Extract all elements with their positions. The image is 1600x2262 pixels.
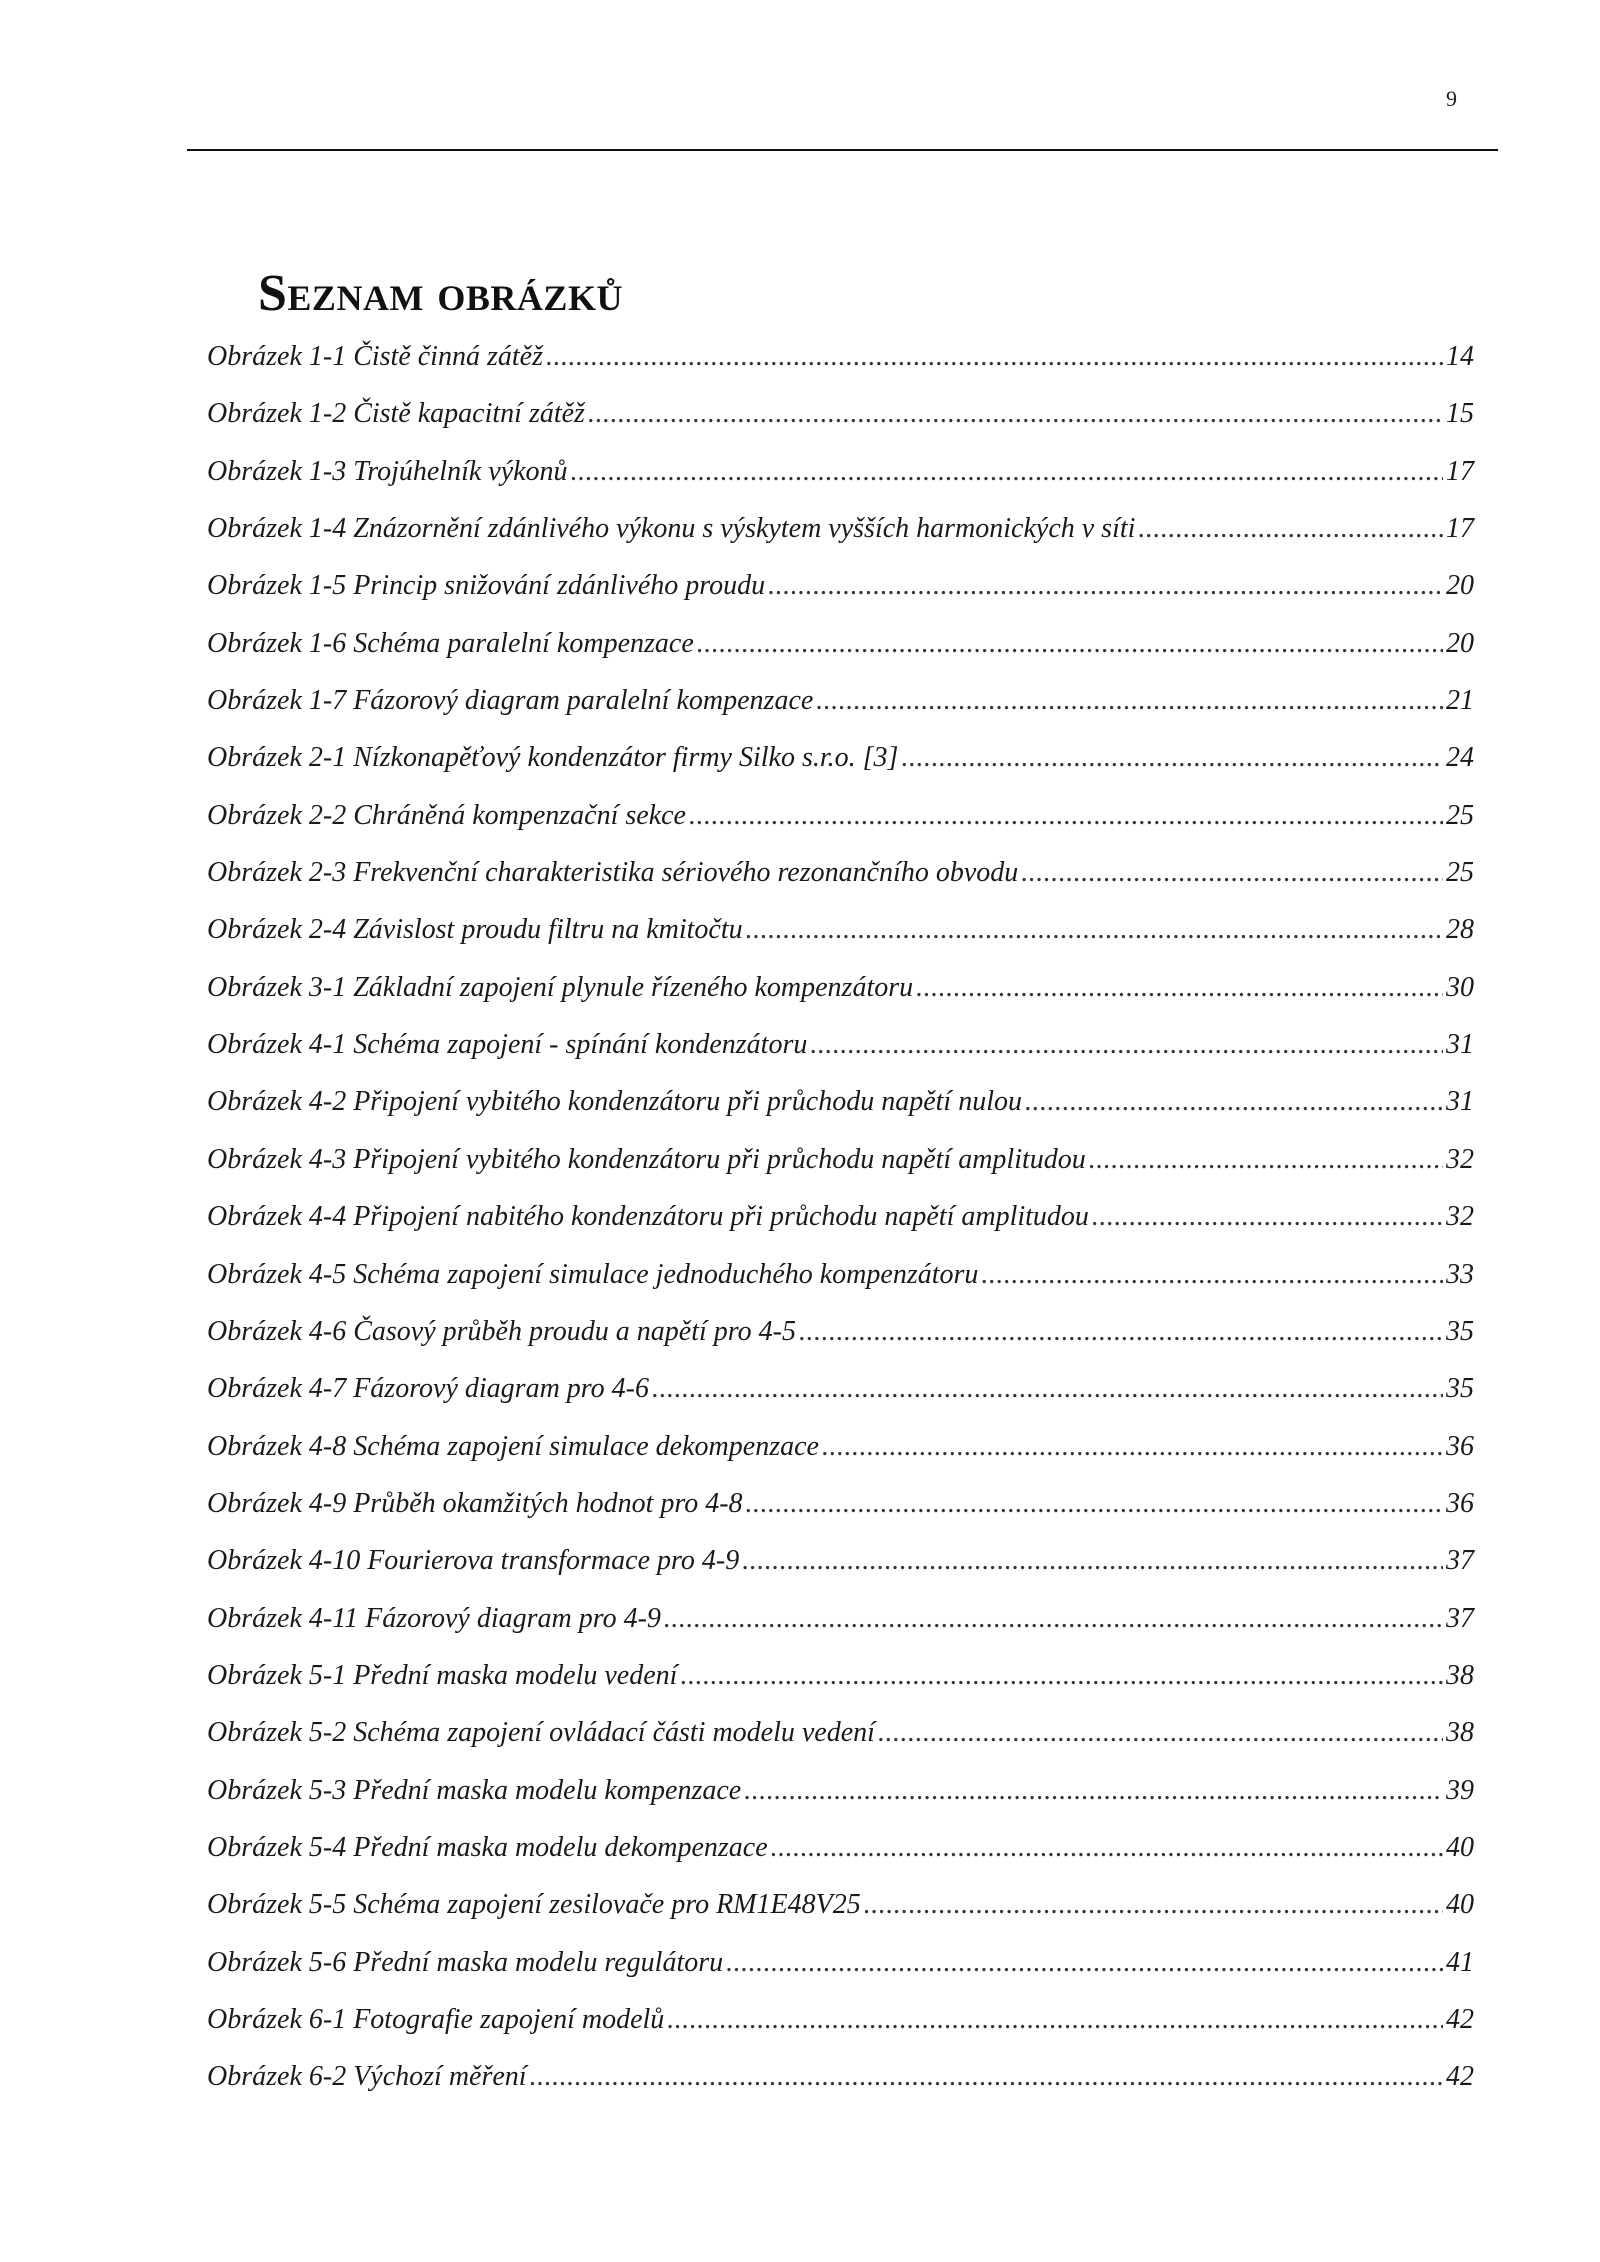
page-reference: 14 (1446, 341, 1474, 372)
figure-caption: Obrázek 1-7 Fázorový diagram paralelní kompenzace (207, 685, 814, 717)
figure-caption: Obrázek 2-2 Chráněná kompenzační sekce (207, 799, 686, 831)
toc-entry[interactable] (207, 2002, 1474, 2059)
toc-entry[interactable] (207, 1084, 1474, 1141)
toc-entry[interactable] (207, 396, 1474, 453)
page-reference: 15 (1446, 398, 1474, 430)
toc-entry[interactable] (207, 1945, 1474, 2002)
page-number: 9 (1446, 86, 1457, 111)
figure-caption: Obrázek 4-3 Připojení vybitého kondenzátoru při průchodu napětí amplitudou (207, 1143, 1086, 1175)
page-reference: 24 (1446, 742, 1474, 774)
toc-entry[interactable] (207, 1257, 1474, 1314)
dot-leader (571, 454, 1443, 490)
figure-caption: Obrázek 4-6 Časový průběh proudu a napětí pro 4-5 (207, 1315, 796, 1347)
page-reference: 40 (1446, 1831, 1474, 1863)
figure-caption: Obrázek 5-1 Přední maska modelu vedení (207, 1659, 678, 1691)
figure-caption: Obrázek 6-2 Výchozí měření (207, 2061, 527, 2093)
figure-caption: Obrázek 4-11 Fázorový diagram pro 4-9 (207, 1602, 661, 1634)
figure-caption: Obrázek 5-5 Schéma zapojení zesilovače pro RM1E48V25 (207, 1889, 861, 1921)
figure-caption: Obrázek 2-1 Nízkonapěťový kondenzátor firmy Silko s.r.o. [3] (207, 742, 899, 774)
toc-entry[interactable] (207, 912, 1474, 969)
dot-leader (1138, 511, 1443, 547)
toc-entry[interactable] (207, 1887, 1474, 1944)
figure-caption: Obrázek 5-6 Přední maska modelu regulátoru (207, 1946, 724, 1978)
dot-leader (810, 1027, 1443, 1063)
dot-leader (680, 1658, 1443, 1694)
page-reference: 42 (1446, 2003, 1474, 2035)
toc-entry[interactable] (207, 1830, 1474, 1887)
dot-leader (667, 2002, 1443, 2038)
page-reference: 32 (1446, 1201, 1474, 1233)
toc-entry[interactable] (207, 1199, 1474, 1256)
toc-entry[interactable] (207, 511, 1474, 568)
toc-entry[interactable] (207, 626, 1474, 683)
toc-entry[interactable] (207, 1658, 1474, 1715)
dot-leader (746, 1486, 1443, 1522)
toc-entry[interactable] (207, 1543, 1474, 1600)
toc-entry[interactable] (207, 970, 1474, 1027)
figure-caption: Obrázek 4-7 Fázorový diagram pro 4-6 (207, 1373, 649, 1405)
dot-leader (664, 1601, 1443, 1637)
page-reference: 20 (1446, 627, 1474, 659)
toc-entry[interactable] (207, 1773, 1474, 1830)
toc-entry[interactable] (207, 798, 1474, 855)
dot-leader (546, 339, 1443, 375)
toc-entry[interactable] (207, 1314, 1474, 1371)
toc-entry[interactable] (207, 740, 1474, 797)
page-reference: 35 (1446, 1373, 1474, 1405)
dot-leader (652, 1371, 1443, 1407)
figure-caption: Obrázek 4-9 Průběh okamžitých hodnot pro 4-8 (207, 1487, 743, 1519)
toc-entry[interactable] (207, 1142, 1474, 1199)
page-reference: 36 (1446, 1487, 1474, 1519)
page-reference: 36 (1446, 1430, 1474, 1462)
page-reference: 37 (1446, 1602, 1474, 1634)
page-reference: 33 (1446, 1258, 1474, 1290)
list-of-figures (207, 339, 1474, 2117)
page-reference: 32 (1446, 1143, 1474, 1175)
dot-leader (981, 1257, 1443, 1293)
dot-leader (864, 1887, 1443, 1923)
dot-leader (901, 740, 1443, 776)
dot-leader (822, 1429, 1443, 1465)
dot-leader (816, 683, 1443, 719)
figure-caption: Obrázek 1-5 Princip snižování zdánlivého proudu (207, 570, 766, 602)
page-reference: 38 (1446, 1659, 1474, 1691)
page-reference: 37 (1446, 1545, 1474, 1577)
page-reference: 42 (1446, 2061, 1474, 2093)
figure-caption: Obrázek 1-3 Trojúhelník výkonů (207, 455, 568, 487)
dot-leader (744, 1773, 1443, 1809)
page-reference: 40 (1446, 1889, 1474, 1921)
toc-entry[interactable] (207, 1601, 1474, 1658)
figure-caption: Obrázek 2-4 Závislost proudu filtru na kmitočtu (207, 914, 743, 946)
header-rule (187, 149, 1498, 151)
dot-leader (746, 912, 1443, 948)
page-reference: 25 (1446, 799, 1474, 831)
dot-leader (1089, 1142, 1443, 1178)
figure-caption: Obrázek 4-4 Připojení nabitého kondenzátoru při průchodu napětí amplitudou (207, 1201, 1089, 1233)
toc-entry[interactable] (207, 1429, 1474, 1486)
toc-entry[interactable] (207, 568, 1474, 625)
page-reference: 17 (1446, 455, 1474, 487)
dot-leader (697, 626, 1443, 662)
dot-leader (1021, 855, 1443, 891)
toc-entry[interactable] (207, 2059, 1474, 2116)
figure-caption: Obrázek 1-6 Schéma paralelní kompenzace (207, 627, 694, 659)
page-reference: 31 (1446, 1086, 1474, 1118)
toc-entry[interactable] (207, 1371, 1474, 1428)
figure-caption: Obrázek 2-3 Frekvenční charakteristika sériového rezonančního obvodu (207, 857, 1019, 889)
dot-leader (916, 970, 1443, 1006)
figure-caption: Obrázek 6-1 Fotografie zapojení modelů (207, 2003, 665, 2035)
dot-leader (689, 798, 1443, 834)
figure-caption: Obrázek 5-2 Schéma zapojení ovládací části modelu vedení (207, 1717, 875, 1749)
page-reference: 21 (1446, 685, 1474, 717)
figure-caption: Obrázek 4-5 Schéma zapojení simulace jednoduchého kompenzátoru (207, 1258, 979, 1290)
toc-entry[interactable] (207, 1486, 1474, 1543)
page-reference: 25 (1446, 857, 1474, 889)
toc-entry[interactable] (207, 1715, 1474, 1772)
toc-entry[interactable] (207, 454, 1474, 511)
toc-entry[interactable] (207, 855, 1474, 912)
dot-leader (799, 1314, 1443, 1350)
figure-caption: Obrázek 1-1 Čistě činná zátěž (207, 341, 543, 372)
figure-caption: Obrázek 4-2 Připojení vybitého kondenzátoru při průchodu napětí nulou (207, 1086, 1022, 1118)
dot-leader (768, 568, 1443, 604)
figure-caption: Obrázek 1-4 Znázornění zdánlivého výkonu s výskytem vyšších harmonických v síti (207, 513, 1136, 545)
page-reference: 41 (1446, 1946, 1474, 1978)
figure-caption: Obrázek 4-1 Schéma zapojení - spínání kondenzátoru (207, 1029, 808, 1061)
figure-caption: Obrázek 1-2 Čistě kapacitní zátěž (207, 398, 585, 430)
toc-entry[interactable] (207, 339, 1474, 396)
dot-leader (1025, 1084, 1443, 1120)
page-reference: 35 (1446, 1315, 1474, 1347)
toc-entry[interactable] (207, 683, 1474, 740)
toc-entry[interactable] (207, 1027, 1474, 1084)
page-reference: 39 (1446, 1774, 1474, 1806)
dot-leader (588, 396, 1443, 432)
figure-caption: Obrázek 5-4 Přední maska modelu dekompenzace (207, 1831, 768, 1863)
dot-leader (771, 1830, 1443, 1866)
page-reference: 17 (1446, 513, 1474, 545)
page-reference: 28 (1446, 914, 1474, 946)
figure-caption: Obrázek 3-1 Základní zapojení plynule řízeného kompenzátoru (207, 971, 914, 1003)
page-reference: 38 (1446, 1717, 1474, 1749)
page-reference: 31 (1446, 1029, 1474, 1061)
dot-leader (726, 1945, 1443, 1981)
page-reference: 30 (1446, 971, 1474, 1003)
dot-leader (742, 1543, 1443, 1579)
figure-caption: Obrázek 5-3 Přední maska modelu kompenzace (207, 1774, 742, 1806)
dot-leader (1092, 1199, 1443, 1235)
figure-caption: Obrázek 4-10 Fourierova transformace pro 4-9 (207, 1545, 740, 1577)
page-title: Seznam obrázků (258, 265, 623, 322)
dot-leader (878, 1715, 1443, 1751)
figure-caption: Obrázek 4-8 Schéma zapojení simulace dekompenzace (207, 1430, 819, 1462)
page-reference: 20 (1446, 570, 1474, 602)
dot-leader (530, 2059, 1443, 2095)
